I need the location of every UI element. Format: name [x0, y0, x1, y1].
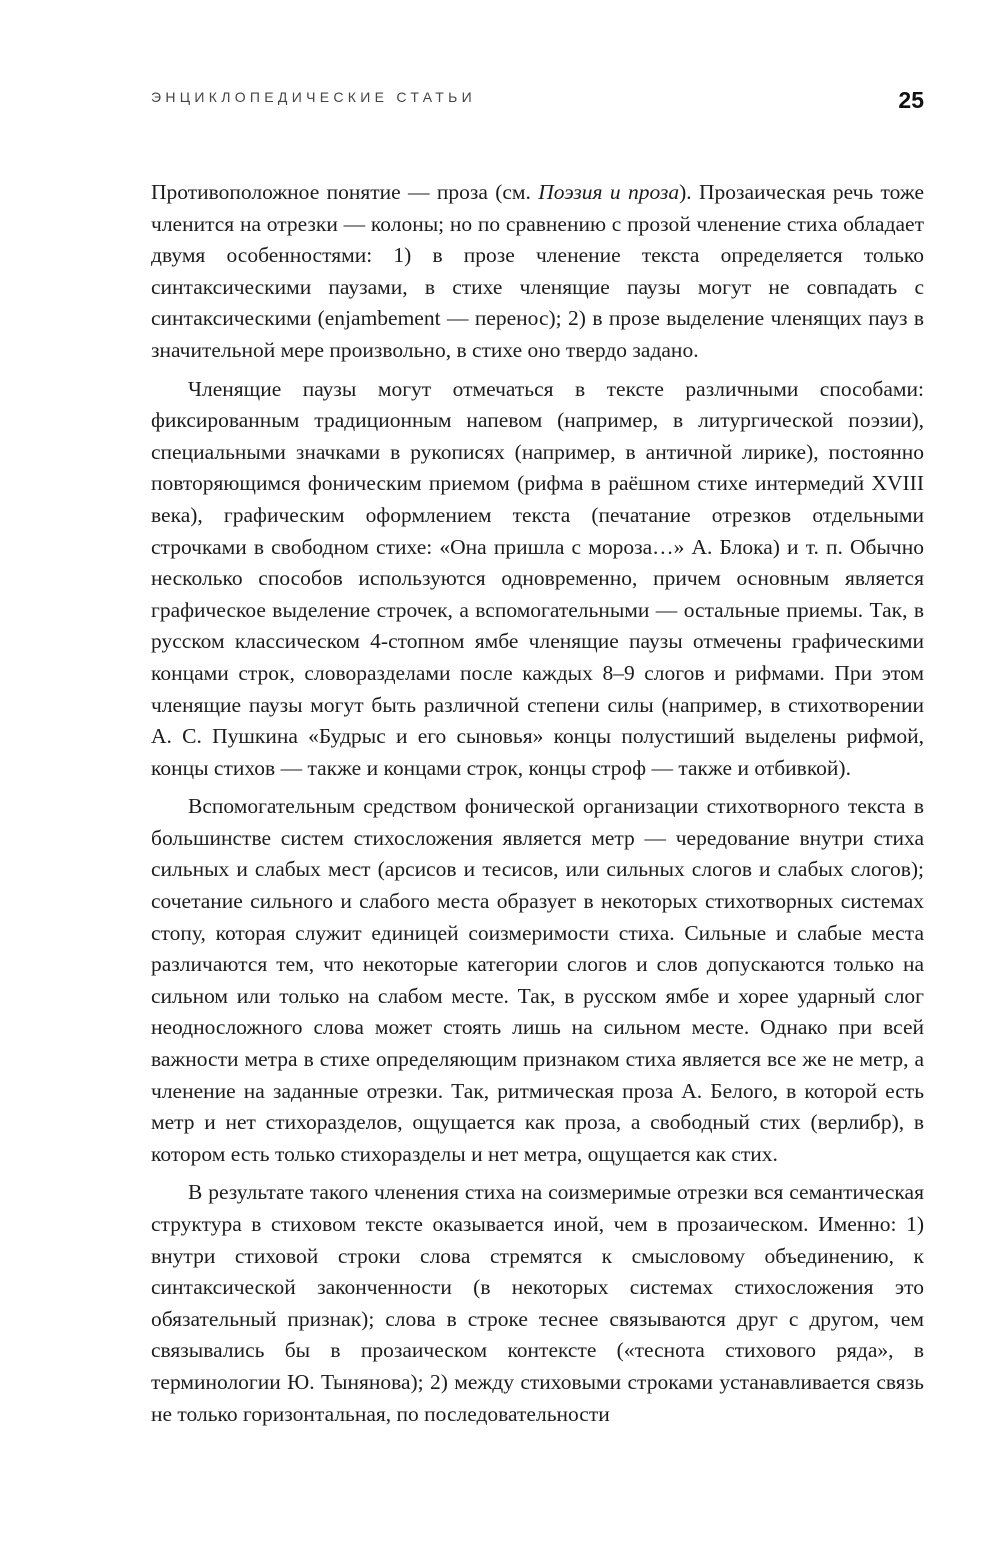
page-number: 25 — [898, 87, 924, 113]
paragraph-1-text-a: Противоположное понятие — проза (см. — [151, 180, 539, 204]
article-body — [151, 177, 924, 1430]
paragraph-3: Вспомогательным средством фонической организации стихотворного текста в большинстве систем стихосложения является метр — чередование внутри стиха сильных и слабых мест (арсисов и тесисов, или сильных слогов и слабых слогов); сочетание сильного и слабого места образует в некоторых стихотворных системах стопу, которая служит единицей соизмеримости стиха. Сильные и слабые места различаются тем, что некоторые категории слогов и слов допускаются только на сильном или только на слабом месте. Так, в русском ямбе и хорее ударный слог неодносложного слова может стоять лишь на сильном месте. Однако при всей важности метра в стихе определяющим признаком стиха является все же не метр, а членение на заданные отрезки. Так, ритмическая проза А. Белого, в которой есть метр и нет стихоразделов, ощущается как проза, а свободный стих (верлибр), в котором есть только стихоразделы и нет метра, ощущается как стих. — [151, 794, 924, 1166]
paragraph-4: В результате такого членения стиха на соизмеримые отрезки вся семантическая структура в стиховом тексте оказывается иной, чем в прозаическом. Именно: 1) внутри стиховой строки слова стремятся к смысловому объединению, к синтаксической законченности (в некоторых системах стихосложения это обязательный признак); слова в строке теснее связываются друг с другом, чем связывались бы в прозаическом контексте («теснота стихового ряда», в терминологии Ю. Тынянова); 2) между стиховыми строками устанавливается связь не только горизонтальная, по последовательности — [151, 1180, 924, 1426]
running-header: ЭНЦИКЛОПЕДИЧЕСКИЕ СТАТЬИ — [151, 89, 476, 105]
paragraph-2: Членящие паузы могут отмечаться в тексте различными способами: фиксированным традиционным напевом (например, в литургической поэзии), специальными значками в рукописях (например, в античной лирике), постоянно повторяющимся фоническим приемом (рифма в раёшном стихе интермедий XVIII века), графическим оформлением текста (печатание отрезков отдельными строчками в свободном стихе: «Она пришла с мороза…» А. Блока) и т. п. Обычно несколько способов используются одновременно, причем основным является графическое выделение строчек, а вспомогательными — остальные приемы. Так, в русском классическом 4-стопном ямбе членящие паузы отмечены графическими концами строк, словоразделами после каждых 8–9 слогов и рифмами. При этом членящие паузы могут быть различной степени силы (например, в стихотворении А. С. Пушкина «Будрыс и его сыновья» концы полустиший выделены рифмой, концы стихов — также и концами строк, концы строф — также и отбивкой). — [151, 376, 924, 780]
paragraph-1-text-b: ). Прозаическая речь тоже членится на отрезки — колоны; но по сравнению с прозой членение стиха обладает двумя особенностями: 1) в прозе членение текста определяется только синтаксическими паузами, в стихе членящие паузы могут не совпадать с синтаксическими (enjambement — перенос); 2) в прозе выделение членящих пауз в значительной мере произвольно, в стихе оно твердо задано. — [151, 180, 925, 362]
cross-reference: Поэзия и проза — [538, 180, 680, 204]
paragraph-1 — [151, 177, 924, 367]
